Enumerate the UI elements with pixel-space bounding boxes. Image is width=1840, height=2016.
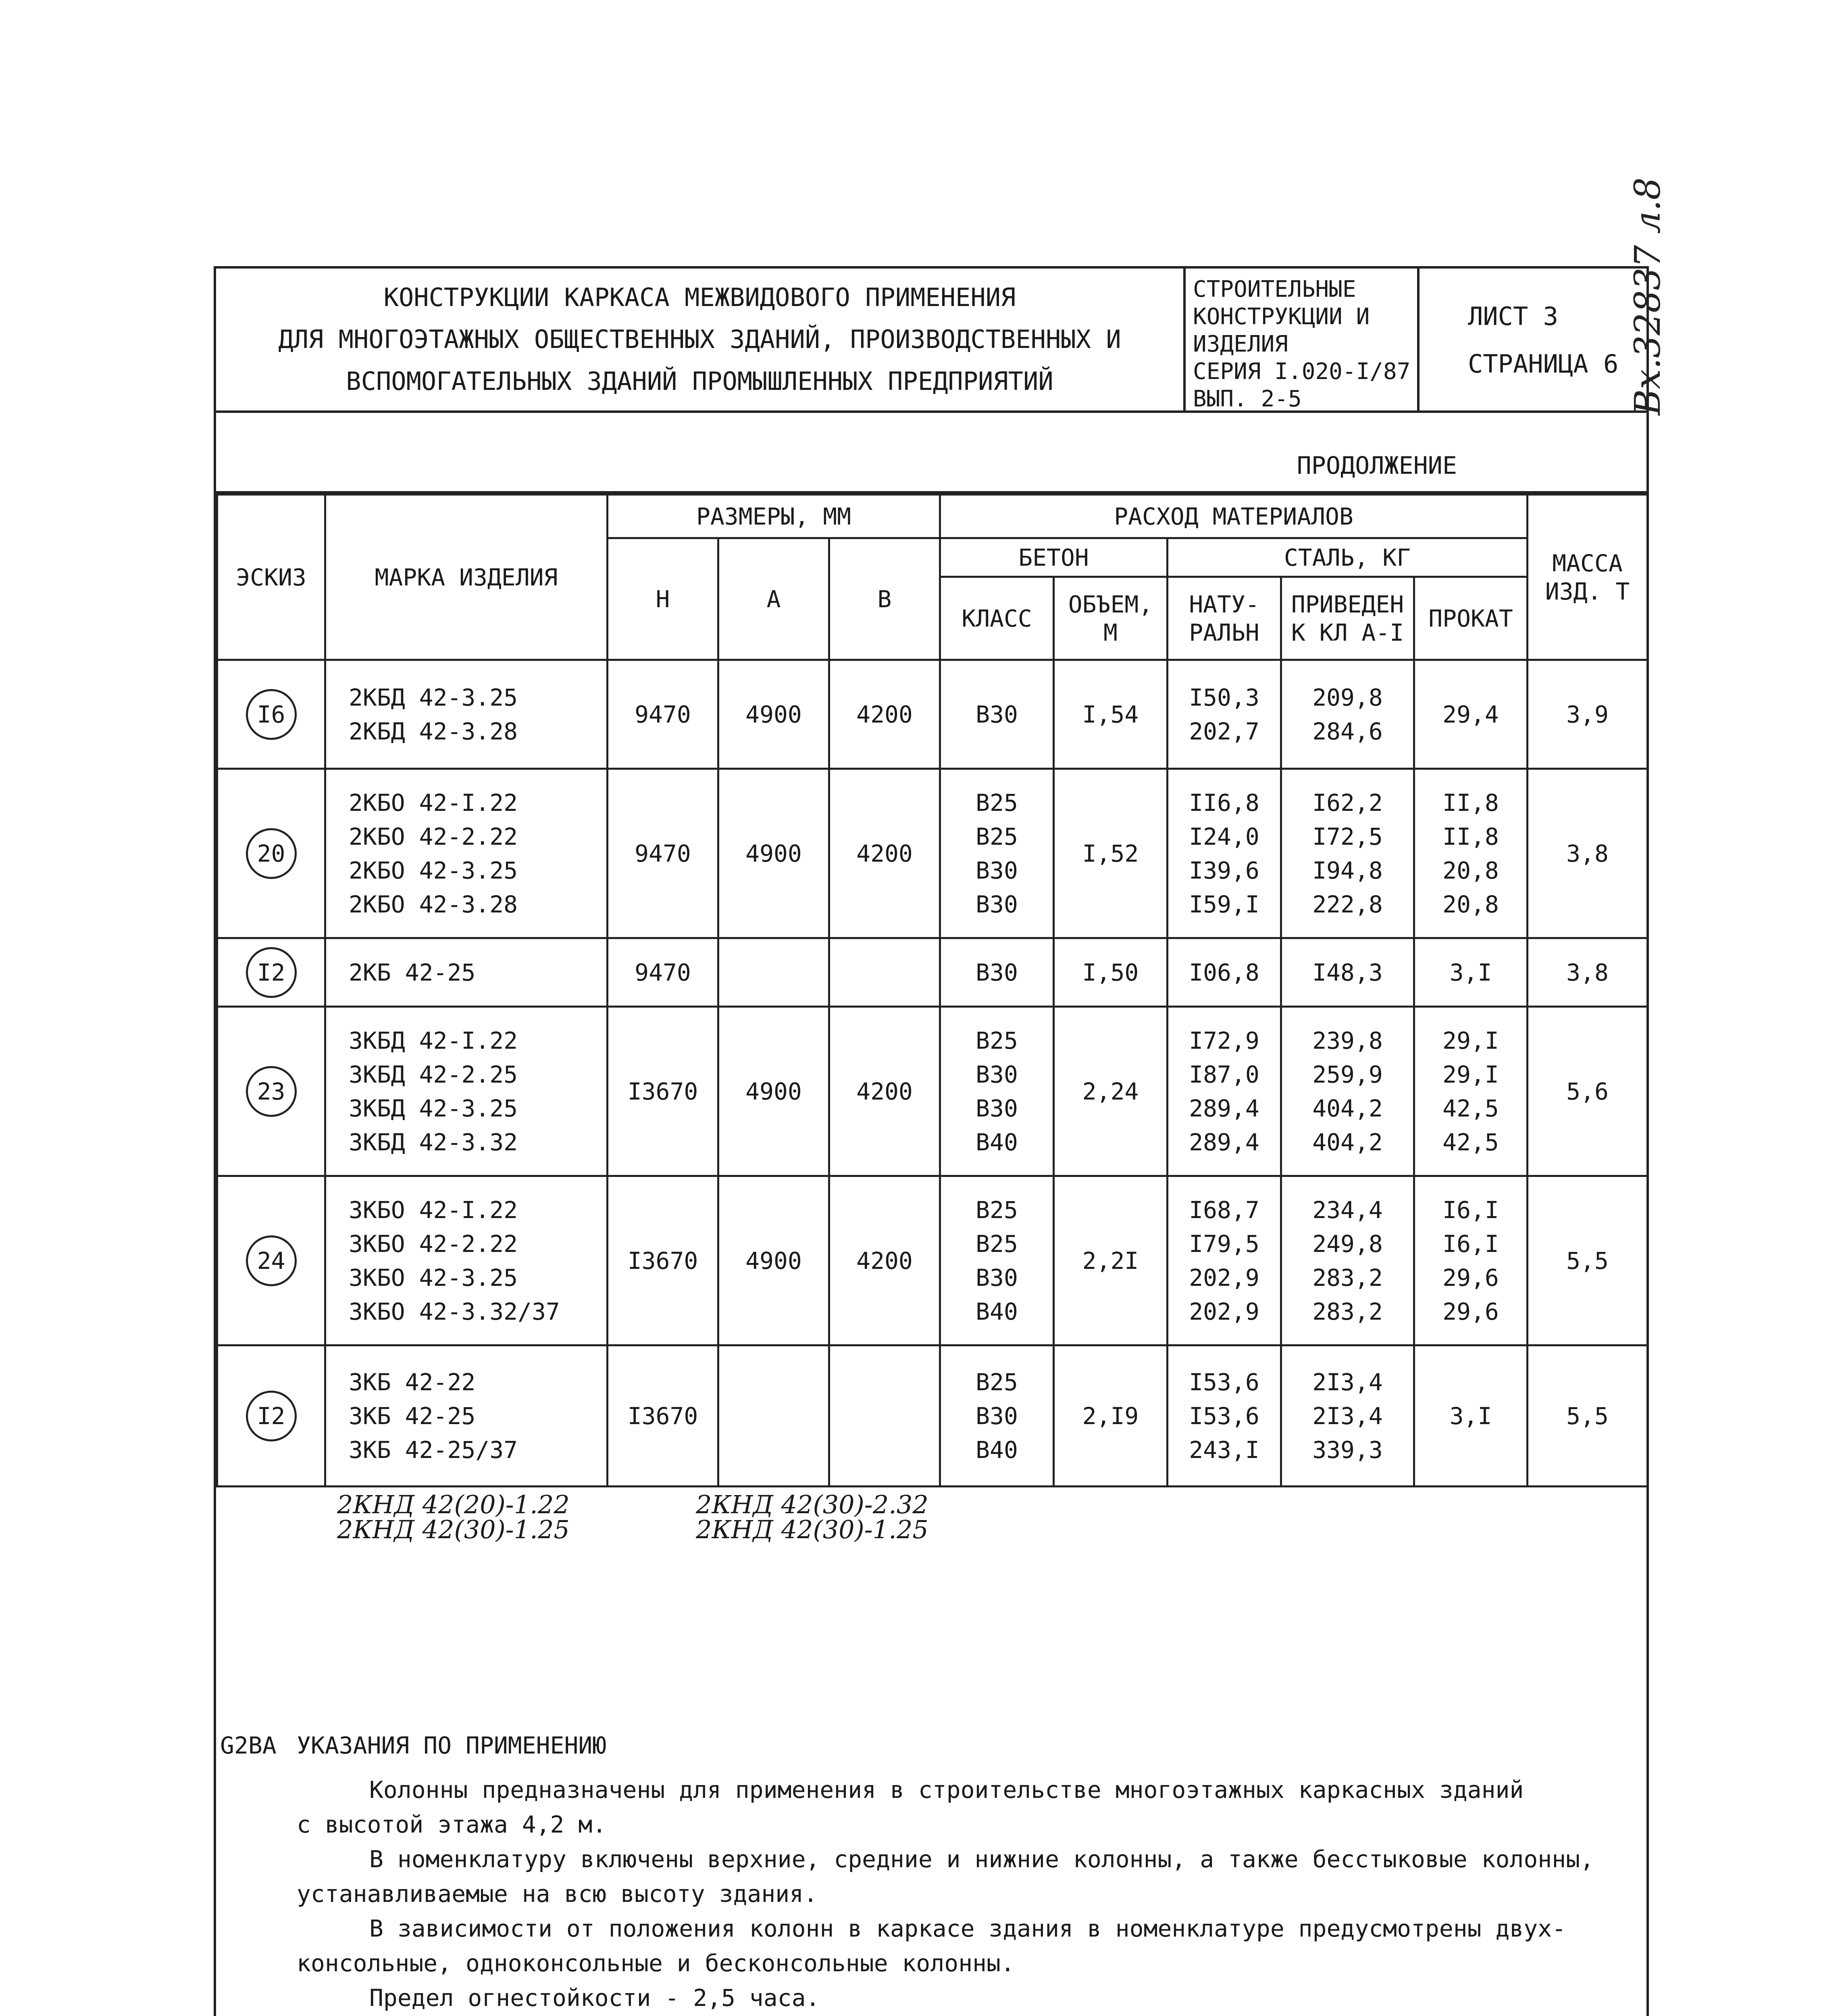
cell-line: 2КБО 42-I.22 [349, 789, 518, 816]
cell-line: 29,4 [1442, 700, 1499, 728]
handwritten-line: 2КНД 42(30)-2.32 [696, 1490, 928, 1519]
cell-line: В30 [976, 1402, 1018, 1430]
class-cell [940, 660, 1054, 769]
mark-cell [325, 660, 608, 769]
b-cell: 4200 [829, 1007, 940, 1176]
sketch-number: 20 [246, 828, 297, 879]
class-cell [940, 769, 1054, 938]
class-cell [940, 1345, 1054, 1487]
a-cell [718, 1345, 829, 1487]
handwritten-note-left [337, 1492, 570, 1542]
cell-line: 29,6 [1442, 1264, 1499, 1291]
rolled-cell [1414, 1345, 1528, 1487]
cell-line: 283,2 [1312, 1297, 1383, 1325]
cell-line: 29,6 [1442, 1297, 1499, 1325]
cell-line: 3КБД 42-3.25 [349, 1094, 518, 1122]
series-line: ВЫП. 2-5 [1193, 386, 1302, 412]
cell-line: I68,7 [1189, 1196, 1259, 1224]
title-line: КОНСТРУКЦИИ КАРКАСА МЕЖВИДОВОГО ПРИМЕНЕНИЯ [383, 283, 1016, 312]
cell-line: 202,9 [1189, 1264, 1259, 1291]
rolled-cell [1414, 1007, 1528, 1176]
col-materials: РАСХОД МАТЕРИАЛОВ [940, 495, 1528, 538]
table-row [217, 938, 1648, 1007]
reduced-cell [1281, 660, 1414, 769]
cell-line: 289,4 [1189, 1128, 1259, 1156]
sketch-cell [217, 1345, 325, 1487]
cell-line: 249,8 [1312, 1230, 1383, 1258]
usage-text: устанавливаемые на всю высоту здания. [297, 1880, 818, 1908]
usage-text: В зависимости от положения колонн в каркасе здания в номенклатуре предусмотрены двух- [369, 1915, 1566, 1942]
cell-line: I6,I [1442, 1230, 1499, 1258]
cell-line: 3,I [1449, 1402, 1492, 1430]
cell-line: 2КБО 42-3.25 [349, 856, 518, 884]
sheet-label: ЛИСТ 3 [1468, 302, 1558, 331]
registration-stamp: Вх.32837 л.8 [1627, 177, 1668, 415]
natural-cell [1168, 1345, 1281, 1487]
col-b: В [829, 538, 940, 660]
sketch-cell [217, 938, 325, 1007]
a-cell: 4900 [718, 660, 829, 769]
mass-cell: 5,5 [1528, 1345, 1648, 1487]
series-line: КОНСТРУКЦИИ И [1193, 304, 1370, 330]
cell-line: 222,8 [1312, 890, 1383, 918]
table-row [217, 1176, 1648, 1345]
col-a: А [718, 538, 829, 660]
handwritten-note-right [696, 1492, 928, 1542]
col-sizes: РАЗМЕРЫ, ММ [608, 495, 940, 538]
natural-cell [1168, 1176, 1281, 1345]
natural-cell [1168, 1007, 1281, 1176]
cell-line: 284,6 [1312, 717, 1383, 745]
h-cell: I3670 [608, 1007, 718, 1176]
series-line: ИЗДЕЛИЯ [1193, 331, 1288, 357]
sketch-cell [217, 1007, 325, 1176]
rolled-cell [1414, 769, 1528, 938]
cell-line: 339,3 [1312, 1436, 1383, 1464]
rolled-cell [1414, 660, 1528, 769]
mass-cell: 5,5 [1528, 1176, 1648, 1345]
cell-line: 3КБ 42-22 [349, 1368, 476, 1396]
cell-line: 3КБО 42-3.25 [349, 1264, 518, 1291]
cell-line: I06,8 [1189, 958, 1259, 986]
h-cell: 9470 [608, 938, 718, 1007]
cell-line: 283,2 [1312, 1264, 1383, 1291]
volume-cell: I,50 [1054, 938, 1168, 1007]
usage-text: Предел огнестойкости - 2,5 часа. [369, 1984, 820, 2012]
cell-line: В25 [976, 1230, 1018, 1258]
handwritten-line: 2КНД 42(20)-1.22 [337, 1490, 570, 1519]
usage-text: В номенклатуру включены верхние, средние и нижние колонны, а также бесстыковые колонны, [369, 1845, 1594, 1873]
sketch-cell [217, 769, 325, 938]
cell-line: В30 [976, 958, 1018, 986]
mark-cell [325, 769, 608, 938]
cell-line: I48,3 [1312, 958, 1383, 986]
cell-line: В25 [976, 789, 1018, 816]
mark-cell [325, 938, 608, 1007]
class-cell [940, 1176, 1054, 1345]
usage-text: Колонны предназначены для применения в строительстве многоэтажных каркасных зданий [369, 1776, 1524, 1804]
series-line: СТРОИТЕЛЬНЫЕ [1193, 276, 1356, 302]
sketch-cell [217, 660, 325, 769]
b-cell: 4200 [829, 660, 940, 769]
sketch-cell [217, 1176, 325, 1345]
col-mass: МАССА ИЗД. Т [1528, 495, 1648, 660]
usage-text: консольные, одноконсольные и бесконсольные колонны. [297, 1949, 1015, 1977]
handwritten-line: 2КНД 42(30)-1.25 [337, 1515, 570, 1544]
sketch-number: I6 [246, 689, 297, 740]
cell-line: I94,8 [1312, 856, 1383, 884]
b-cell [829, 938, 940, 1007]
col-volume: ОБЪЕМ, М [1054, 577, 1168, 660]
reduced-cell [1281, 938, 1414, 1007]
cell-line: 2I3,4 [1312, 1368, 1383, 1396]
cell-line: 3КБ 42-25 [349, 1402, 476, 1430]
cell-line: I53,6 [1189, 1368, 1259, 1396]
cell-line: 29,I [1442, 1060, 1499, 1088]
reduced-cell [1281, 769, 1414, 938]
a-cell: 4900 [718, 769, 829, 938]
table-row [217, 769, 1648, 938]
col-rolled: ПРОКАТ [1414, 577, 1528, 660]
continuation-row [216, 413, 1646, 494]
a-cell: 4900 [718, 1007, 829, 1176]
usage-code: G2ВА [220, 1732, 277, 1759]
col-natural: НАТУ- РАЛЬН [1168, 577, 1281, 660]
title-line: ДЛЯ МНОГОЭТАЖНЫХ ОБЩЕСТВЕННЫХ ЗДАНИЙ, ПРОИЗВОДСТВЕННЫХ И [278, 325, 1121, 354]
cell-line: 404,2 [1312, 1128, 1383, 1156]
cell-line: 234,4 [1312, 1196, 1383, 1224]
reduced-cell [1281, 1345, 1414, 1487]
volume-cell: I,52 [1054, 769, 1168, 938]
col-h: Н [608, 538, 718, 660]
cell-line: 3,I [1449, 958, 1492, 986]
page-label: СТРАНИЦА 6 [1468, 349, 1619, 379]
cell-line: 3КБД 42-2.25 [349, 1060, 518, 1088]
cell-line: 3КБО 42-I.22 [349, 1196, 518, 1224]
cell-line: 2I3,4 [1312, 1402, 1383, 1430]
volume-cell: 2,I9 [1054, 1345, 1168, 1487]
mark-cell [325, 1345, 608, 1487]
cell-line: 42,5 [1442, 1128, 1499, 1156]
natural-cell [1168, 938, 1281, 1007]
cell-line: В25 [976, 1368, 1018, 1396]
usage-text: с высотой этажа 4,2 м. [297, 1811, 607, 1838]
a-cell [718, 938, 829, 1007]
cell-line: В30 [976, 1264, 1018, 1291]
cell-line: В40 [976, 1436, 1018, 1464]
cell-line: 2КБО 42-2.22 [349, 823, 518, 850]
h-cell: I3670 [608, 1345, 718, 1487]
cell-line: 3КБО 42-2.22 [349, 1230, 518, 1258]
cell-line: II6,8 [1189, 789, 1259, 816]
sheet-number [1420, 269, 1649, 410]
cell-line: II,8 [1442, 823, 1499, 850]
cell-line: В40 [976, 1128, 1018, 1156]
reduced-cell [1281, 1007, 1414, 1176]
cell-line: 3КБД 42-I.22 [349, 1027, 518, 1054]
rolled-cell [1414, 1176, 1528, 1345]
volume-cell: 2,24 [1054, 1007, 1168, 1176]
series-line: СЕРИЯ I.020-I/87 [1193, 358, 1411, 385]
usage-title: УКАЗАНИЯ ПО ПРИМЕНЕНИЮ [297, 1732, 607, 1759]
b-cell: 4200 [829, 1176, 940, 1345]
class-cell [940, 1007, 1054, 1176]
cell-line: В25 [976, 1027, 1018, 1054]
cell-line: 2КБД 42-3.28 [349, 717, 518, 745]
cell-line: 202,7 [1189, 717, 1259, 745]
cell-line: I87,0 [1189, 1060, 1259, 1088]
cell-line: 3КБД 42-3.32 [349, 1128, 518, 1156]
cell-line: 20,8 [1442, 856, 1499, 884]
rolled-cell [1414, 938, 1528, 1007]
cell-line: 243,I [1189, 1436, 1259, 1464]
col-sketch: ЭСКИЗ [217, 495, 325, 660]
series-info [1186, 269, 1420, 410]
cell-line: В30 [976, 1060, 1018, 1088]
table-row [217, 1345, 1648, 1487]
sketch-number: I2 [246, 1391, 297, 1441]
class-cell [940, 938, 1054, 1007]
cell-line: I59,I [1189, 890, 1259, 918]
cell-line: В30 [976, 856, 1018, 884]
volume-cell: 2,2I [1054, 1176, 1168, 1345]
mass-cell: 5,6 [1528, 1007, 1648, 1176]
cell-line: 239,8 [1312, 1027, 1383, 1054]
cell-line: В40 [976, 1297, 1018, 1325]
col-class: КЛАСС [940, 577, 1054, 660]
cell-line: 20,8 [1442, 890, 1499, 918]
cell-line: 42,5 [1442, 1094, 1499, 1122]
cell-line: I62,2 [1312, 789, 1383, 816]
cell-line: 289,4 [1189, 1094, 1259, 1122]
a-cell: 4900 [718, 1176, 829, 1345]
sketch-number: I2 [246, 947, 297, 998]
cell-line: I50,3 [1189, 683, 1259, 711]
cell-line: 3КБО 42-3.32/37 [349, 1297, 560, 1325]
mark-cell [325, 1007, 608, 1176]
cell-line: 29,I [1442, 1027, 1499, 1054]
cell-line: 209,8 [1312, 683, 1383, 711]
document-title [216, 269, 1186, 410]
b-cell: 4200 [829, 769, 940, 938]
h-cell: 9470 [608, 660, 718, 769]
cell-line: 2КБО 42-3.28 [349, 890, 518, 918]
col-steel: СТАЛЬ, КГ [1168, 538, 1528, 577]
cell-line: В25 [976, 1196, 1018, 1224]
cell-line: II,8 [1442, 789, 1499, 816]
mark-cell [325, 1176, 608, 1345]
cell-line: I39,6 [1189, 856, 1259, 884]
sketch-number: 24 [246, 1235, 297, 1286]
title-line: ВСПОМОГАТЕЛЬНЫХ ЗДАНИЙ ПРОМЫШЛЕННЫХ ПРЕДПРИЯТИЙ [346, 367, 1053, 396]
cell-line: I72,5 [1312, 823, 1383, 850]
cell-line: В30 [976, 700, 1018, 728]
mass-cell: 3,8 [1528, 938, 1648, 1007]
mass-cell: 3,9 [1528, 660, 1648, 769]
cell-line: I72,9 [1189, 1027, 1259, 1054]
title-block [216, 269, 1646, 413]
cell-line: В30 [976, 890, 1018, 918]
handwritten-line: 2КНД 42(30)-1.25 [696, 1515, 928, 1544]
table-row [217, 1007, 1648, 1176]
cell-line: В30 [976, 1094, 1018, 1122]
materials-table [216, 494, 1649, 1487]
cell-line: I24,0 [1189, 823, 1259, 850]
cell-line: В25 [976, 823, 1018, 850]
table-row [217, 660, 1648, 769]
mass-cell: 3,8 [1528, 769, 1648, 938]
cell-line: 2КБД 42-3.25 [349, 683, 518, 711]
sketch-number: 23 [246, 1066, 297, 1117]
col-concrete: БЕТОН [940, 538, 1168, 577]
h-cell: I3670 [608, 1176, 718, 1345]
h-cell: 9470 [608, 769, 718, 938]
col-reduced: ПРИВЕДЕН К КЛ А-I [1281, 577, 1414, 660]
cell-line: I6,I [1442, 1196, 1499, 1224]
reduced-cell [1281, 1176, 1414, 1345]
col-mark: МАРКА ИЗДЕЛИЯ [325, 495, 608, 660]
continuation-label: ПРОДОЛЖЕНИЕ [1297, 452, 1457, 480]
cell-line: I53,6 [1189, 1402, 1259, 1430]
cell-line: I79,5 [1189, 1230, 1259, 1258]
cell-line: 404,2 [1312, 1094, 1383, 1122]
cell-line: 2КБ 42-25 [349, 958, 476, 986]
cell-line: 3КБ 42-25/37 [349, 1436, 518, 1464]
cell-line: 259,9 [1312, 1060, 1383, 1088]
cell-line: 202,9 [1189, 1297, 1259, 1325]
b-cell [829, 1345, 940, 1487]
natural-cell [1168, 660, 1281, 769]
document-sheet [214, 266, 1649, 2016]
volume-cell: I,54 [1054, 660, 1168, 769]
natural-cell [1168, 769, 1281, 938]
